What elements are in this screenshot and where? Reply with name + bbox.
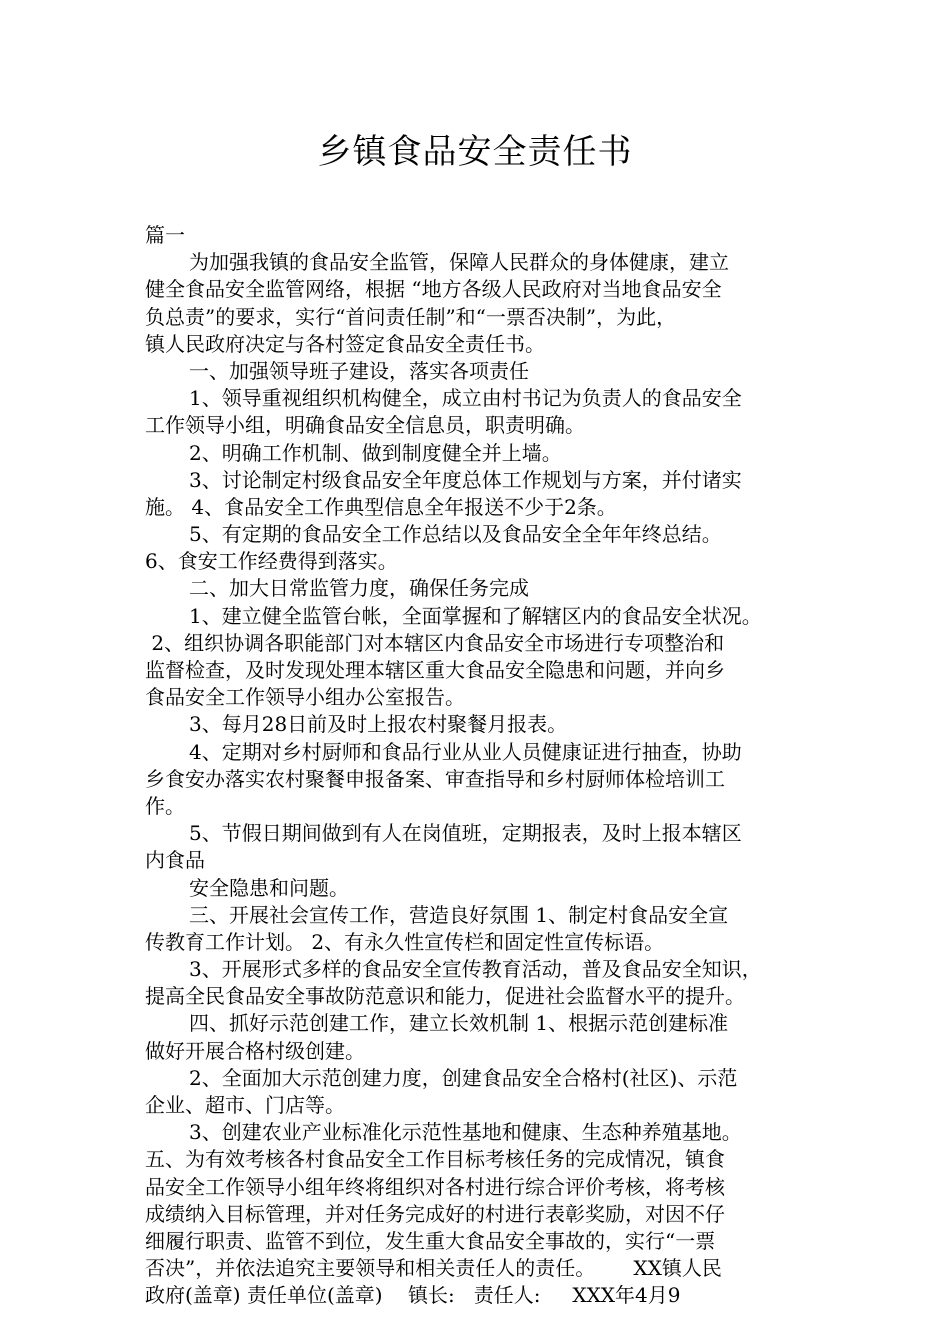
text-line: 负总责”的要求，实行“首问责任制”和“一票否决制”，为此， bbox=[145, 304, 677, 329]
text-line: 2、全面加大示范创建力度，创建食品安全合格村(社区)、示范 bbox=[189, 1065, 738, 1090]
document-body bbox=[145, 222, 817, 1310]
text-line: 安全隐患和问题。 bbox=[189, 875, 349, 900]
text-line: 成绩纳入目标管理，并对任务完成好的村进行表彰奖励，对因不仔 bbox=[145, 1201, 725, 1226]
text-line: 工作领导小组，明确食品安全信息员，职责明确。 bbox=[145, 413, 585, 438]
text-line: 5、节假日期间做到有人在岗值班，定期报表，及时上报本辖区 bbox=[189, 821, 742, 846]
text-line: 政府(盖章) 责任单位(盖章) 镇长: 责任人: XXX年4月9 bbox=[145, 1283, 681, 1308]
text-line: 1、领导重视组织机构健全，成立由村书记为负责人的食品安全 bbox=[189, 386, 742, 411]
text-line: 传教育工作计划。 2、有永久性宣传栏和固定性宣传标语。 bbox=[145, 929, 665, 954]
text-line: 5、有定期的食品安全工作总结以及食品安全全年年终总结。 bbox=[189, 522, 722, 547]
text-line: 四、抓好示范创建工作，建立长效机制 1、根据示范创建标准 bbox=[189, 1011, 729, 1036]
text-line: 品安全工作领导小组年终将组织对各村进行综合评价考核，将考核 bbox=[145, 1174, 725, 1199]
text-line: 3、每月28日前及时上报农村聚餐月报表。 bbox=[189, 712, 568, 737]
text-line: 为加强我镇的食品安全监管，保障人民群众的身体健康，建立 bbox=[189, 250, 729, 275]
text-line: 3、开展形式多样的食品安全宣传教育活动，普及食品安全知识， bbox=[189, 957, 762, 982]
text-line: 乡食安办落实农村聚餐申报备案、审查指导和乡村厨师体检培训工 bbox=[145, 766, 725, 791]
text-line: 3、创建农业产业标准化示范性基地和健康、生态种养殖基地。 bbox=[189, 1120, 742, 1145]
text-line: 镇人民政府决定与各村签定食品安全责任书。 bbox=[145, 331, 545, 356]
text-line: 食品安全工作领导小组办公室报告。 bbox=[145, 685, 465, 710]
text-line: 五、为有效考核各村食品安全工作目标考核任务的完成情况，镇食 bbox=[145, 1147, 725, 1172]
text-line: 作。 bbox=[145, 793, 185, 818]
text-line: 企业、超市、门店等。 bbox=[145, 1093, 345, 1117]
text-line: 做好开展合格村级创建。 bbox=[145, 1038, 365, 1063]
text-line: 一、加强领导班子建设，落实各项责任 bbox=[189, 358, 529, 383]
document-title: 乡镇食品安全责任书 bbox=[317, 132, 633, 172]
text-line: 2、明确工作机制、做到制度健全并上墙。 bbox=[189, 440, 562, 465]
text-line: 2、组织协调各职能部门对本辖区内食品安全市场进行专项整治和 bbox=[145, 630, 725, 655]
text-line: 提高全民食品安全事故防范意识和能力，促进社会监督水平的提升。 bbox=[145, 984, 745, 1009]
text-line: 二、加大日常监管力度，确保任务完成 bbox=[189, 576, 529, 601]
text-line: 4、定期对乡村厨师和食品行业从业人员健康证进行抽查，协助 bbox=[189, 739, 742, 764]
text-line: 篇一 bbox=[145, 223, 185, 247]
text-line: 内食品 bbox=[145, 848, 205, 873]
text-line: 三、开展社会宣传工作，营造良好氛围 1、制定村食品安全宣 bbox=[189, 902, 729, 927]
text-line: 否决”，并依法追究主要领导和相关责任人的责任。 XX镇人民 bbox=[145, 1256, 722, 1281]
text-line: 监督检查，及时发现处理本辖区重大食品安全隐患和问题，并向乡 bbox=[145, 658, 725, 682]
text-line: 施。 4、食品安全工作典型信息全年报送不少于2条。 bbox=[145, 494, 617, 519]
text-line: 细履行职责、监管不到位，发生重大食品安全事故的，实行“一票 bbox=[145, 1228, 716, 1253]
text-line: 1、建立健全监管台帐，全面掌握和了解辖区内的食品安全状况。 bbox=[189, 603, 762, 628]
text-line: 健全食品安全监管网络，根据 “地方各级人民政府对当地食品安全 bbox=[145, 277, 722, 302]
text-line: 3、讨论制定村级食品安全年度总体工作规划与方案，并付诸实 bbox=[189, 467, 742, 492]
text-line: 6、食安工作经费得到落实。 bbox=[145, 549, 398, 574]
